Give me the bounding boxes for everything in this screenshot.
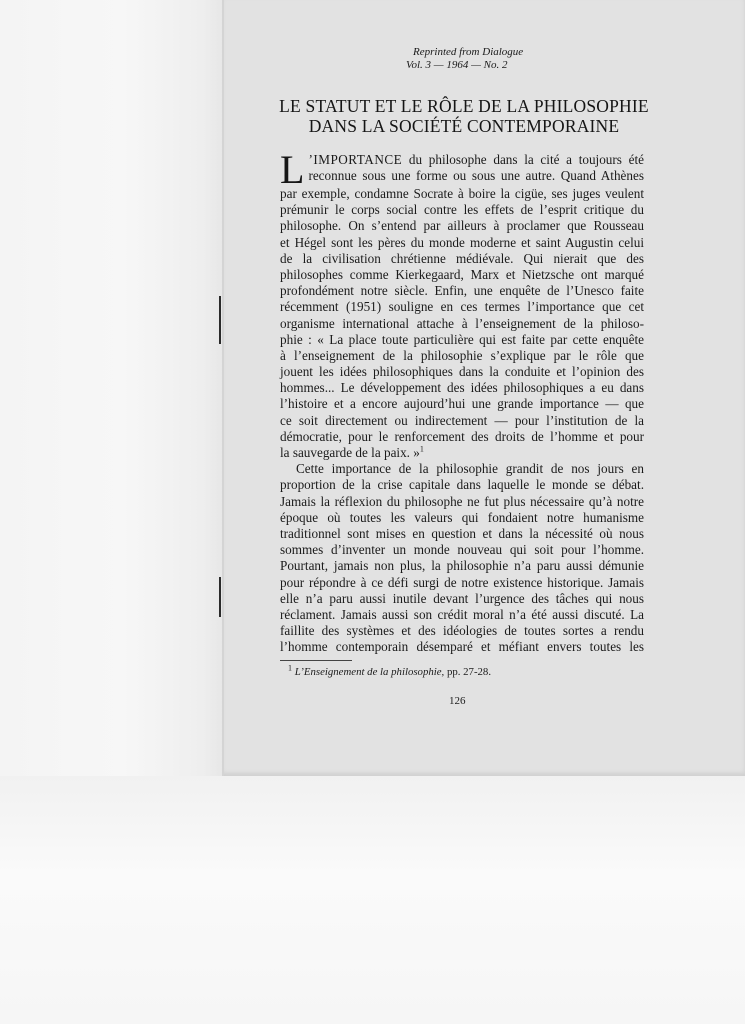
- reprint-header: [406, 46, 556, 72]
- text-line: organisme international attache à l’enseignement de la philoso-: [280, 315, 644, 331]
- text-line: récemment (1951) souligne en ces termes l’importance que cet: [280, 299, 644, 315]
- text-line: faillite des systèmes et des idéologies de toutes sortes a rendu: [280, 623, 644, 639]
- footnote-pages: pp. 27-28.: [444, 666, 492, 678]
- quote-end: la sauvegarde de la paix. »: [280, 445, 420, 460]
- text-line: à l’enseignement de la philosophie s’explique par le rôle que: [280, 347, 644, 363]
- text-line: réclament. Jamais aussi son crédit moral n’a été aussi discuté. La: [280, 606, 644, 622]
- footnote-number: 1: [288, 663, 292, 673]
- title-line-1: LE STATUT ET LE RÔLE DE LA PHILOSOPHIE: [279, 96, 649, 116]
- text-line: pour répondre à ce défi surgi de notre existence historique. Jamais: [280, 574, 644, 590]
- text-line: époque où toutes les valeurs qui fondaient notre humanisme: [280, 509, 644, 525]
- article-title: [264, 96, 664, 136]
- first-line-rest: du philosophe dans la cité a toujours été: [402, 152, 644, 167]
- text-line: philosophes comme Kierkegaard, Marx et Nietzsche ont marqué: [280, 266, 644, 282]
- text-line: hommes... Le développement des idées philosophiques a eu dans: [280, 380, 644, 396]
- reprint-volume: Vol. 3 — 1964 — No. 2: [406, 59, 508, 71]
- first-word: ’IMPORTANCE: [308, 152, 403, 167]
- margin-mark: [219, 296, 221, 344]
- footnote-ref: 1: [419, 444, 424, 454]
- scan-background-bottom: [0, 776, 745, 1024]
- text-line: philosophe. On s’entend par ailleurs à proclamer que Rousseau: [280, 218, 644, 234]
- text-line: [280, 445, 644, 461]
- reprint-source: Reprinted from Dialogue: [413, 46, 524, 58]
- text-line: profondément notre siècle. Enfin, une enquête de l’Unesco faite: [280, 283, 644, 299]
- text-line: Jamais la réflexion du philosophe ne fut plus nécessaire qu’à notre: [280, 493, 644, 509]
- text-line: [280, 152, 644, 168]
- margin-mark: [219, 577, 221, 617]
- text-line: ce soit directement ou indirectement — pour l’institution de la: [280, 412, 644, 428]
- text-line: par exemple, condamne Socrate à boire la cigüe, ses juges veulent: [280, 186, 644, 201]
- drop-cap: L: [280, 147, 305, 192]
- text-line: jouent les idées philosophiques dans la conduite et l’opinion des: [280, 364, 644, 380]
- text-line: l’homme contemporain désemparé et méfiant envers toutes les: [280, 639, 644, 655]
- title-line-2: DANS LA SOCIÉTÉ CONTEMPORAINE: [308, 116, 620, 136]
- text-line: prémunir le corps social contre les effets de l’esprit critique du: [280, 202, 644, 218]
- footnote-title: L’Enseignement de la philosophie,: [294, 666, 445, 678]
- text-line: proportion de la crise capitale dans laquelle le monde se débat.: [280, 477, 644, 493]
- page-number: 126: [449, 695, 466, 707]
- footnote: [288, 663, 492, 678]
- text-line: Cette importance de la philosophie grandit de nos jours en: [296, 461, 644, 477]
- footnote-rule: [280, 660, 352, 661]
- article-body: [280, 147, 644, 655]
- text-line: sommes d’inventer un monde nouveau qui soit pour l’homme.: [280, 542, 644, 558]
- text-line: et Hégel sont les pères du monde moderne et saint Augustin celui: [280, 234, 644, 250]
- text-line: phie : « La place toute particulière qui est faite par cette enquête: [280, 331, 644, 347]
- text-line: l’histoire et a encore aujourd’hui une grande importance — que: [280, 396, 644, 412]
- text-line: elle n’a paru aussi inutile devant l’urgence des tâches qui nous: [280, 590, 644, 606]
- text-line: Pourtant, jamais non plus, la philosophie n’a paru aussi démunie: [280, 558, 644, 574]
- text-line: démocratie, pour le renforcement des droits de l’homme et pour: [280, 428, 644, 444]
- text-line: traditionnel sont mises en question et dans la nécessité où nous: [280, 525, 644, 541]
- text-line: de la civilisation chrétienne médiévale. Qui nierait que des: [280, 250, 644, 266]
- text-line: reconnue sous une forme ou sous une autre. Quand Athènes: [308, 168, 644, 184]
